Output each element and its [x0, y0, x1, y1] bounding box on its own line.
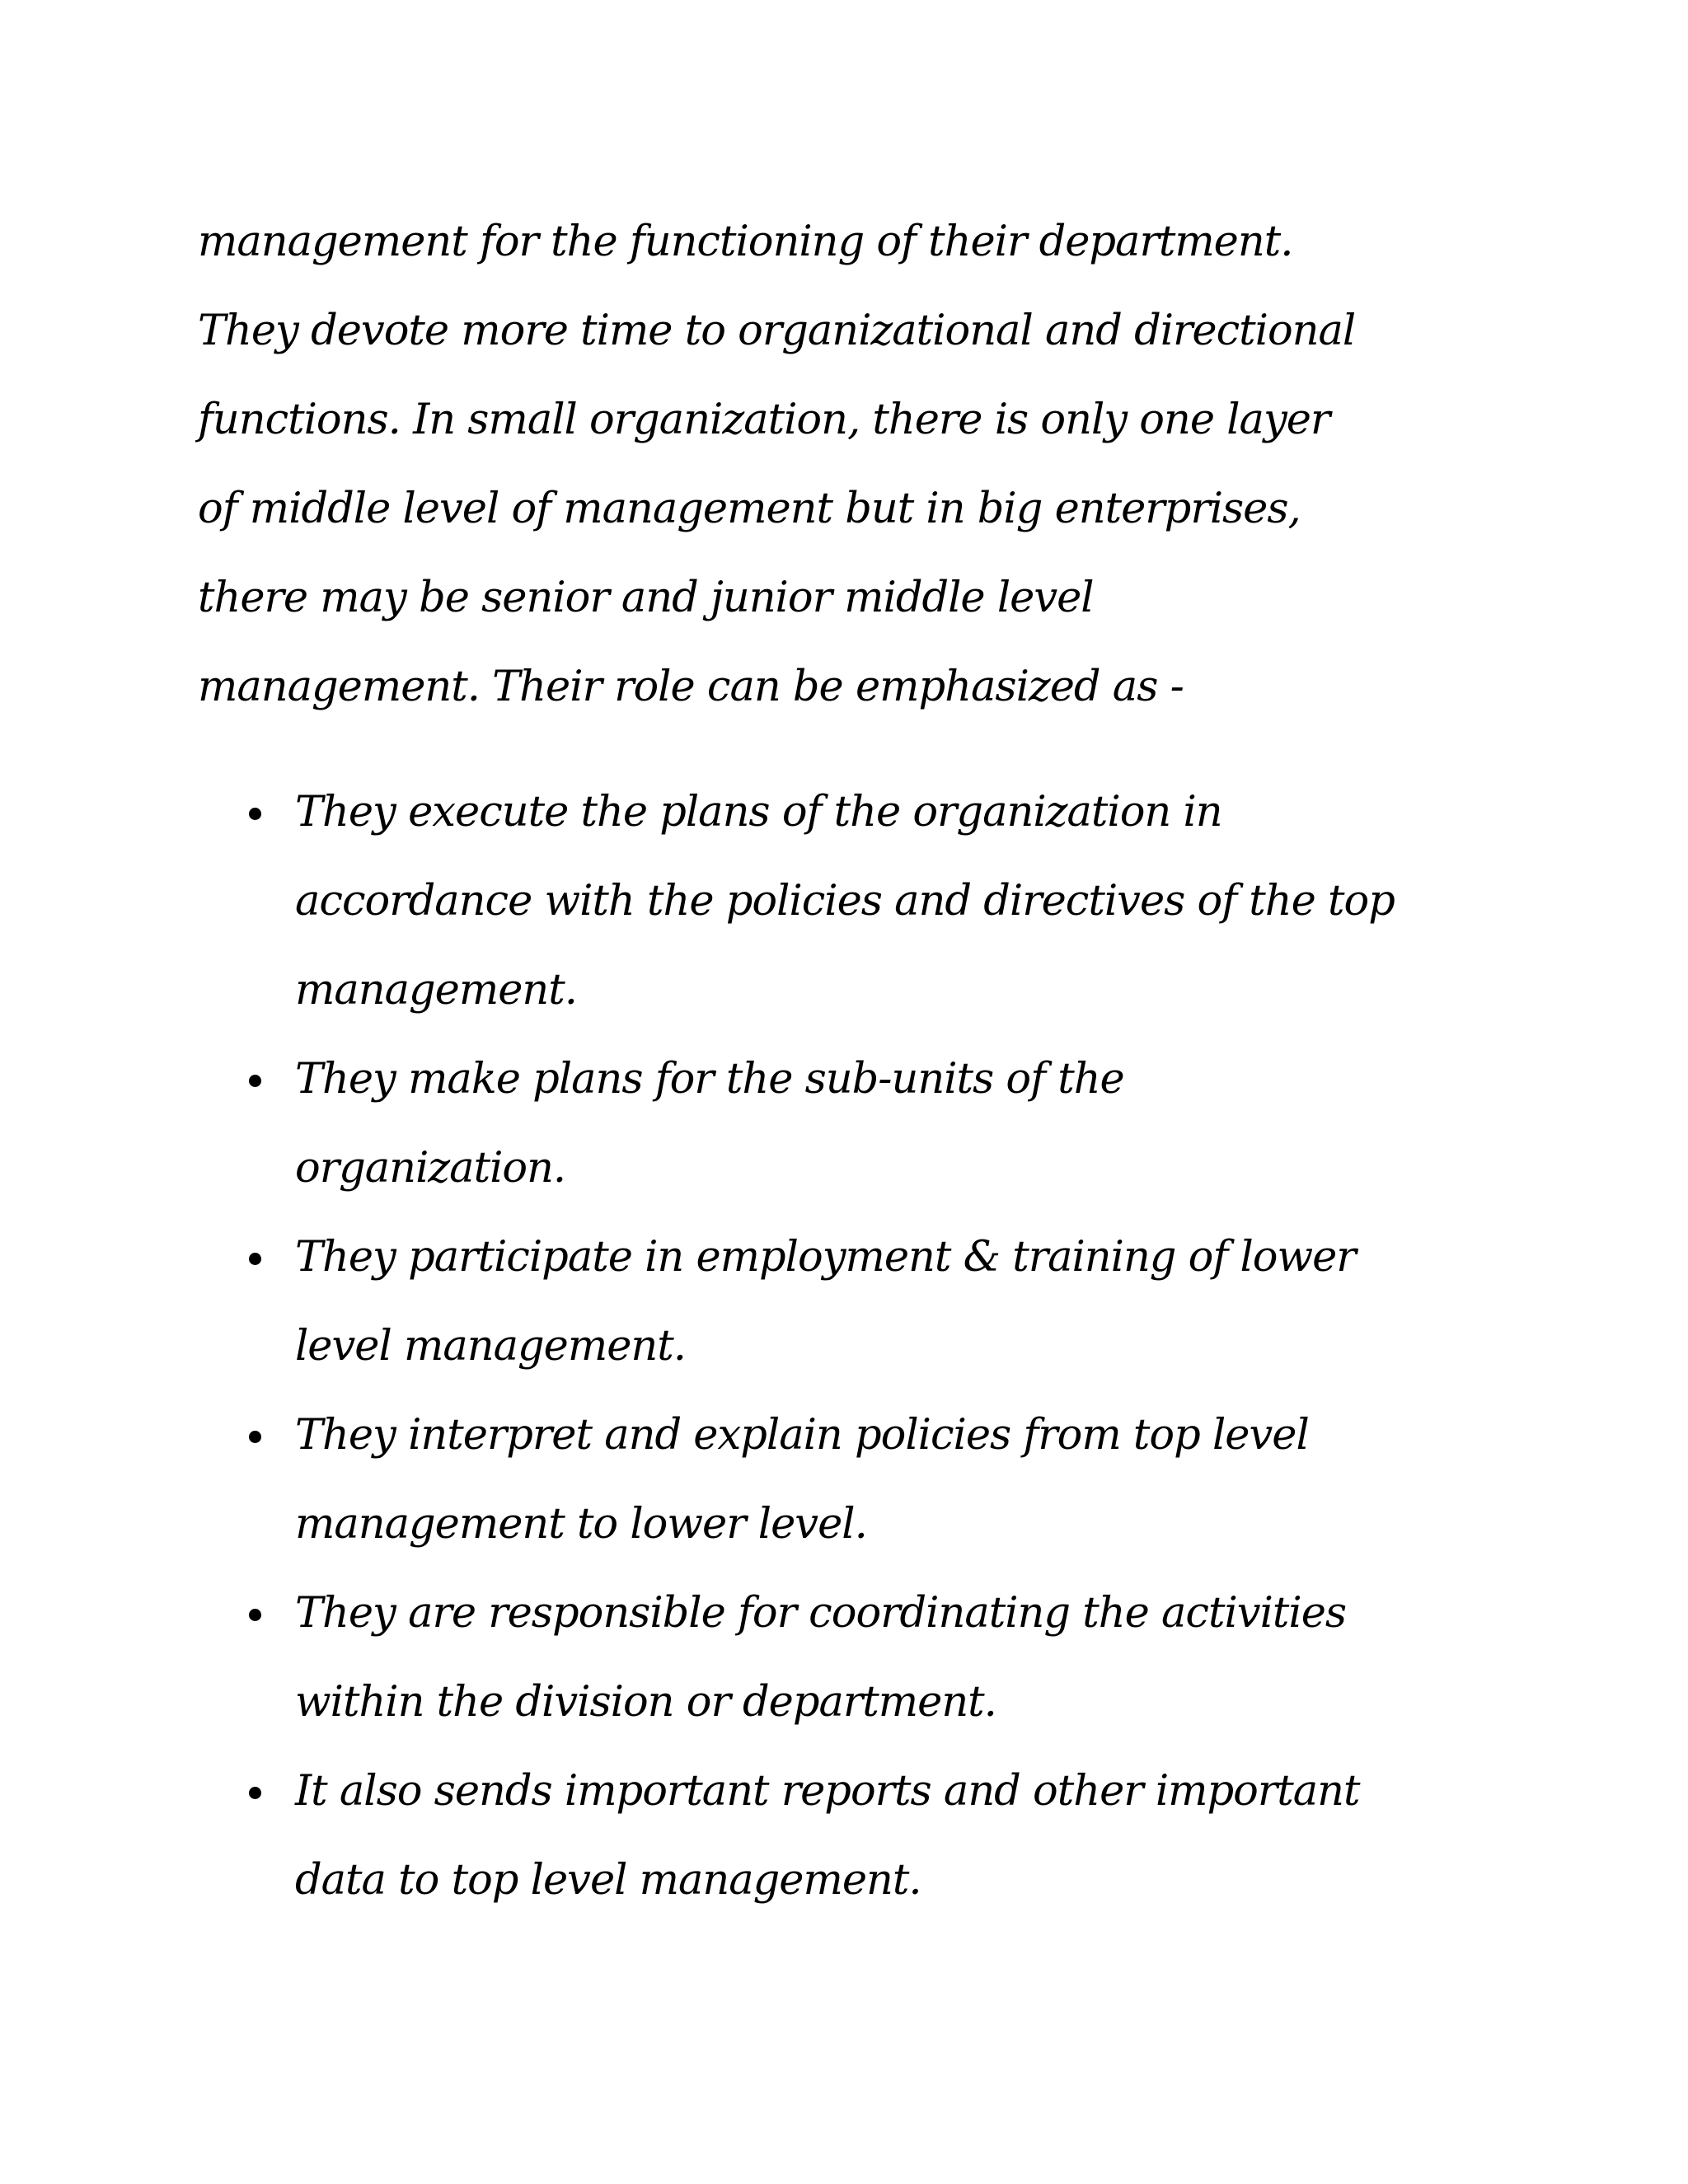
bullet-dot-icon	[249, 1253, 261, 1265]
paragraph-line: of middle level of management but in big enterprises,	[198, 485, 1301, 533]
bullet-dot-icon	[249, 1075, 261, 1087]
bullet-line: They interpret and explain policies from top level	[295, 1411, 1309, 1460]
bullet-line: data to top level management.	[295, 1856, 921, 1905]
bullet-line: They execute the plans of the organization in	[295, 788, 1222, 837]
bullet-item	[198, 1391, 1517, 1569]
paragraph-line: management for the functioning of their department.	[198, 218, 1293, 266]
bullet-dot-icon	[249, 1431, 261, 1443]
bullet-dot-icon	[249, 1609, 261, 1621]
paragraph-line: functions. In small organization, there is only one layer	[198, 396, 1330, 444]
bullet-line: They are responsible for coordinating the activities	[295, 1589, 1347, 1638]
bullet-line: organization.	[295, 1144, 566, 1193]
bullet-dot-icon	[249, 808, 261, 820]
bullet-item	[198, 1213, 1517, 1391]
bullet-line: level management.	[295, 1322, 686, 1371]
bullet-line: management to lower level.	[295, 1500, 867, 1549]
bullet-line: management.	[295, 966, 577, 1015]
body-paragraph	[198, 198, 1517, 732]
bullet-list	[198, 768, 1517, 1925]
bullet-line: within the division or department.	[295, 1678, 996, 1727]
paragraph-line: management. Their role can be emphasized as -	[198, 663, 1184, 711]
bullet-line: They participate in employment & training of lower	[295, 1233, 1356, 1282]
bullet-item	[198, 1747, 1517, 1925]
bullet-item	[198, 1035, 1517, 1213]
bullet-line: accordance with the policies and directives of the top	[295, 877, 1395, 926]
bullet-line: It also sends important reports and other important	[295, 1767, 1360, 1816]
bullet-item	[198, 1569, 1517, 1747]
bullet-item	[198, 768, 1517, 1035]
bullet-line: They make plans for the sub-units of the	[295, 1055, 1124, 1104]
paragraph-line: They devote more time to organizational and directional	[198, 307, 1356, 355]
bullet-dot-icon	[249, 1787, 261, 1799]
paragraph-line: there may be senior and junior middle level	[198, 574, 1094, 622]
